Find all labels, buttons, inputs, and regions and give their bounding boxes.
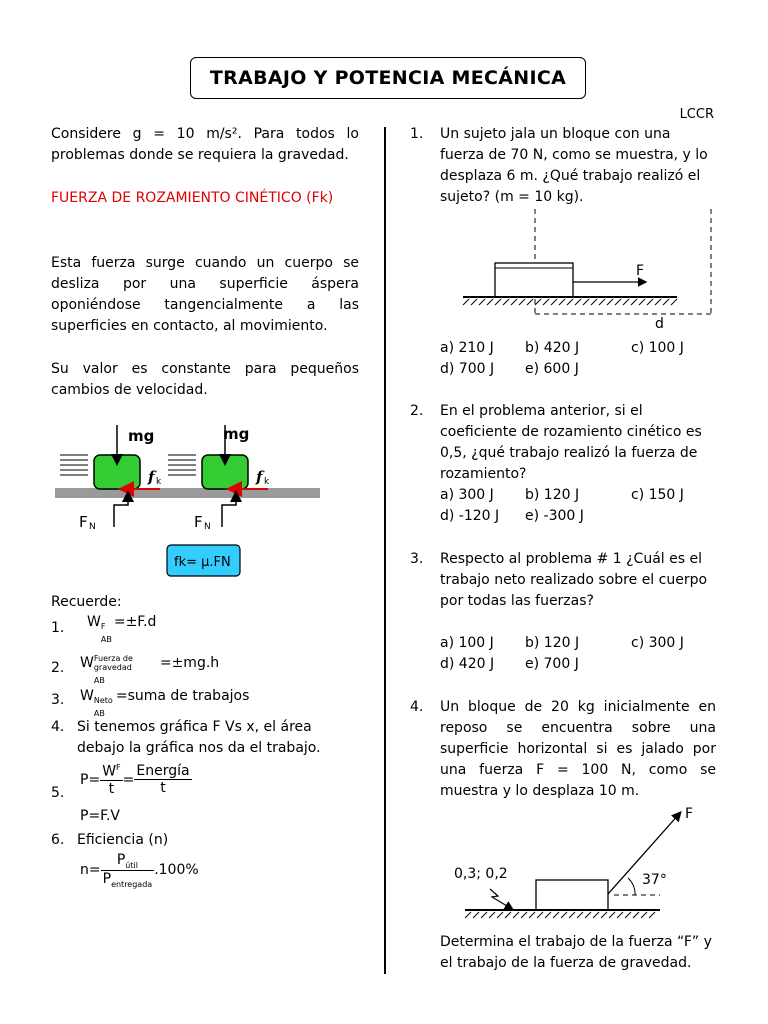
- q3-number: 3.: [410, 551, 424, 567]
- efficiency-frac: [101, 852, 155, 889]
- item-1-text: =±F.d: [113, 614, 157, 630]
- frac1-sup: F: [116, 763, 121, 772]
- item-6-number: 6.: [51, 832, 65, 848]
- item-3-formula: [80, 688, 250, 718]
- q1-options: [440, 338, 684, 380]
- friction-diagram: [40, 415, 340, 585]
- q1-option-e[interactable]: e) 600 J: [525, 361, 579, 377]
- fk-sub-2: k: [264, 477, 270, 487]
- friction-formula: fk= μ.FN: [174, 555, 231, 570]
- q2-option-d[interactable]: d) -120 J: [440, 508, 500, 524]
- q2-option-c[interactable]: c) 150 J: [631, 487, 684, 503]
- fk-label-1: f: [148, 468, 155, 486]
- frac2-top: Energía: [136, 763, 190, 780]
- q2-option-a[interactable]: a) 300 J: [440, 487, 494, 503]
- q3-option-a[interactable]: a) 100 J: [440, 635, 494, 651]
- q3-option-d[interactable]: d) 420 J: [440, 656, 495, 672]
- friction-constant-note: Su valor es constante para pequeños cambios de velocidad.: [51, 361, 359, 398]
- work-symbol: W: [87, 614, 101, 630]
- q4-diagram: [450, 800, 720, 925]
- frac1-bot: t: [108, 780, 115, 797]
- section-title: FUERZA DE ROZAMIENTO CINÉTICO (Fk): [51, 190, 334, 206]
- item-3-number: 3.: [51, 692, 65, 708]
- q4-closing: Determina el trabajo de la fuerza “F” y el trabajo de la fuerza de gravedad.: [440, 934, 712, 971]
- fn-sub-1: N: [89, 522, 96, 532]
- q4-force-label: F: [685, 806, 694, 822]
- work-symbol-2: W: [80, 655, 94, 671]
- mg-label-2: mg: [223, 425, 250, 443]
- block-2: [168, 425, 268, 527]
- intro-text: Considere g = 10 m/s². Para todos lo problemas donde se requiera la gravedad.: [51, 126, 359, 163]
- work-symbol-3: W: [80, 688, 94, 704]
- q1-force-label: F: [636, 263, 645, 279]
- q2-option-e[interactable]: e) -300 J: [525, 508, 584, 524]
- item-2-text: =±mg.h: [159, 655, 220, 671]
- mg-label-1: mg: [128, 427, 155, 445]
- page-title: TRABAJO Y POTENCIA MECÁNICA: [190, 57, 586, 99]
- column-divider: [384, 127, 386, 974]
- fk-sub-1: k: [156, 477, 162, 487]
- q2-option-b[interactable]: b) 120 J: [525, 487, 580, 503]
- q2-number: 2.: [410, 403, 424, 419]
- friction-definition: Esta fuerza surge cuando un cuerpo se desliza por una superficie áspera oponiéndose tangencialmente a las superficies en contacto, al movimiento.: [51, 255, 359, 334]
- p-entregada: entregada: [111, 879, 153, 889]
- q1-distance-label: d: [655, 316, 664, 332]
- work-sub-ab-3: AB: [93, 709, 105, 718]
- q3-text: Respecto al problema # 1 ¿Cuál es el trabajo neto realizado sobre el cuerpo por todas las fuerzas?: [440, 551, 708, 609]
- rough-surface: [55, 488, 320, 498]
- q4-coefficients: 0,3; 0,2: [454, 866, 508, 882]
- item-2-formula: [80, 654, 220, 685]
- fk-label-2: f: [256, 468, 263, 486]
- fn-label-2: F: [194, 513, 203, 531]
- work-sub-ab-2: AB: [93, 676, 105, 685]
- q4-angle: 37°: [642, 872, 667, 888]
- item-2-number: 2.: [51, 660, 65, 676]
- item-1-formula: [87, 614, 157, 644]
- power-velocity: P=F.V: [80, 808, 121, 824]
- q3-options: [440, 633, 684, 675]
- item-6-text: Eficiencia (n): [77, 832, 169, 848]
- gravity-label: Fuerza de gravedad: [93, 654, 133, 672]
- recuerde-label: Recuerde:: [51, 594, 122, 610]
- item-4-number: 4.: [51, 719, 65, 735]
- p-bot: P: [102, 870, 112, 887]
- item-5-number: 5.: [51, 785, 65, 801]
- q1-option-a[interactable]: a) 210 J: [440, 340, 494, 356]
- q3-option-c[interactable]: c) 300 J: [631, 635, 684, 651]
- work-sub-ab: AB: [100, 635, 112, 644]
- power-frac-1: [100, 763, 122, 797]
- q3-option-e[interactable]: e) 700 J: [525, 656, 579, 672]
- q1-diagram: [455, 204, 725, 334]
- power-frac-2: [134, 763, 191, 796]
- q1-number: 1.: [410, 126, 424, 142]
- q3-option-b[interactable]: b) 120 J: [525, 635, 580, 651]
- q4-text: Un bloque de 20 kg inicialmente en reposo se encuentra sobre una superficie horizontal si es jalado por una fuerza F = 100 N, como se muestra y lo desplaza 10 m.: [440, 699, 716, 799]
- q2-text: En el problema anterior, si el coeficiente de rozamiento cinético es 0,5, ¿qué trabajo realizó la fuerza de rozamiento?: [440, 403, 702, 482]
- p-util: útil: [125, 860, 138, 870]
- frac2-bot: t: [160, 780, 166, 797]
- efficiency-formula: [80, 852, 199, 889]
- fn-sub-2: N: [204, 522, 211, 532]
- author-initials: LCCR: [679, 107, 714, 122]
- item-4-text: Si tenemos gráfica F Vs x, el área debajo la gráfica nos da el trabajo.: [77, 719, 321, 756]
- efficiency-eq: n=: [80, 862, 101, 879]
- efficiency-tail: .100%: [154, 862, 199, 879]
- fn-label-1: F: [79, 513, 88, 531]
- item-1-number: 1.: [51, 620, 65, 636]
- work-sup-f: F: [100, 622, 106, 631]
- q1-option-b[interactable]: b) 420 J: [525, 340, 580, 356]
- q2-options: [440, 485, 684, 527]
- power-formula: P= $\frac{W^F}{t}$ = $\frac{\text{Energía}}{t}$: [80, 763, 190, 797]
- item-3-text: =suma de trabajos: [115, 688, 250, 704]
- q1-option-d[interactable]: d) 700 J: [440, 361, 495, 377]
- q1-option-c[interactable]: c) 100 J: [631, 340, 684, 356]
- q4-number: 4.: [410, 699, 424, 715]
- q1-text: Un sujeto jala un bloque con una fuerza de 70 N, como se muestra, y lo desplaza 6 m. ¿Qué trabajo realizó el sujeto? (m = 10 kg).: [440, 126, 708, 205]
- power-eq: P=: [80, 771, 101, 788]
- frac1-top: W: [102, 763, 117, 780]
- p-top: P: [116, 852, 126, 868]
- neto-label: Neto: [93, 696, 113, 705]
